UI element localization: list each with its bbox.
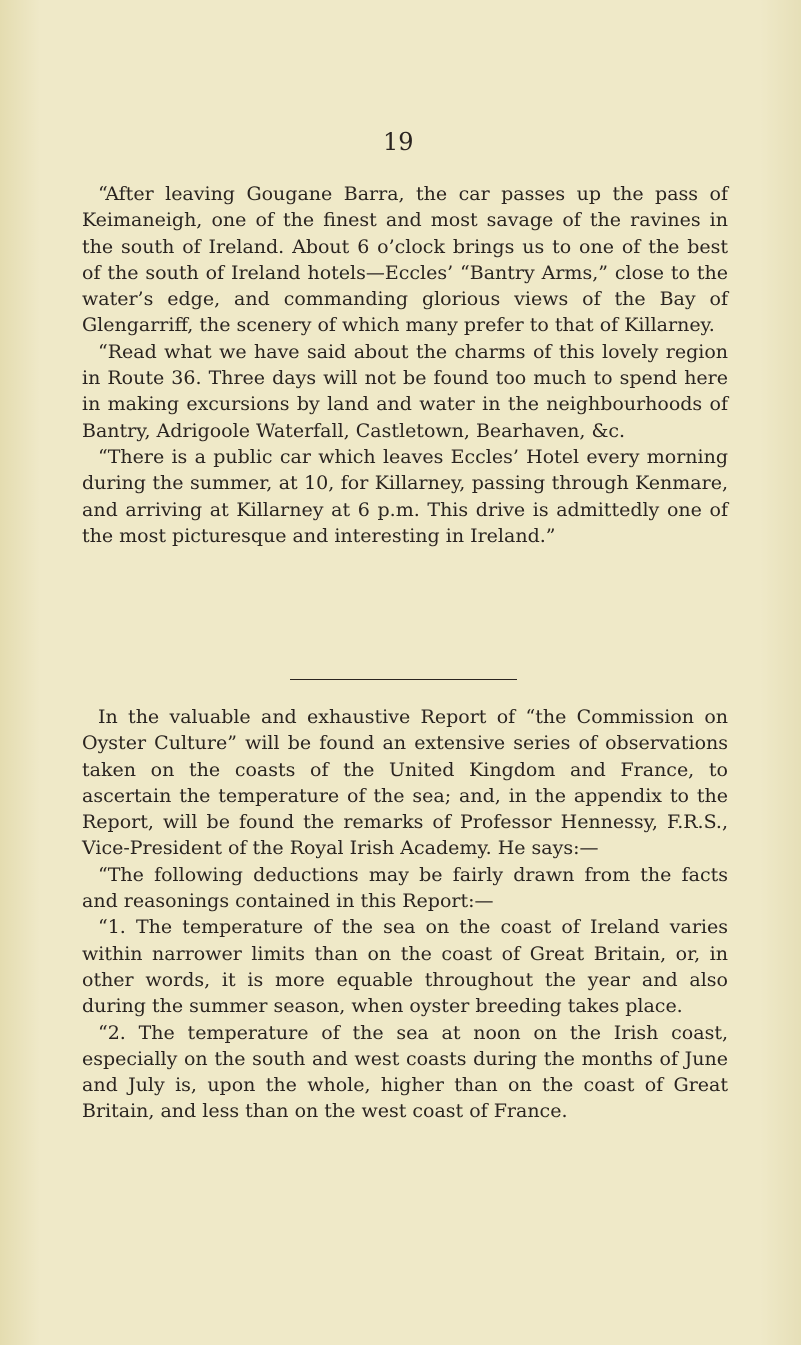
paragraph: “2. The temperature of the sea at noon on the Irish coast, especially on the south and west coasts during the months of June and July is, upon the whole, higher than on the coast of Great Britain, and less than on the west coast of France. — [82, 1021, 728, 1123]
paragraph: “After leaving Gougane Barra, the car passes up the pass of Keimaneigh, one of the finest and most savage of the ravines in the south of Ireland. About 6 o’clock brings us to one of the best of the south of Ireland hotels—Eccles’ “Bantry Arms,” close to the water’s edge, and commanding glorious views of the Bay of Glengarriff, the scenery of which many prefer to that of Killarney. — [82, 183, 728, 337]
paragraph: “There is a public car which leaves Eccles’ Hotel every morning during the summer, at 10, for Killarney, passing through Kenmare, and arriving at Killarney at 6 p.m. This drive is admittedly one of the most picturesque and interesting in Ireland.” — [82, 445, 728, 547]
report-block — [82, 704, 728, 1125]
paragraph: “1. The temperature of the sea on the coast of Ireland varies within narrower limits than on the coast of Great Britain, or, in other words, it is more equable throughout the year and also during the summer season, when oyster breeding takes place. — [82, 916, 728, 1018]
quote-block — [82, 181, 728, 549]
paragraph: “The following deductions may be fairly drawn from the facts and reasonings contained in this Report:— — [82, 863, 728, 913]
section-divider — [290, 679, 517, 680]
paragraph: “Read what we have said about the charms of this lovely region in Route 36. Three days will not be found too much to spend here in making excursions by land and water in the neighbourhoods of Bantry, Adrigoole Waterfall, Castletown, Bearhaven, &c. — [82, 340, 728, 442]
page-number: 19 — [383, 128, 414, 156]
paragraph: In the valuable and exhaustive Report of “the Commission on Oyster Culture” will be found an extensive series of observations taken on the coasts of the United Kingdom and France, to ascertain the temperature of the sea; and, in the appendix to the Report, will be found the remarks of Professor Hennessy, F.R.S., Vice-President of the Royal Irish Academy. He says:— — [82, 706, 728, 860]
